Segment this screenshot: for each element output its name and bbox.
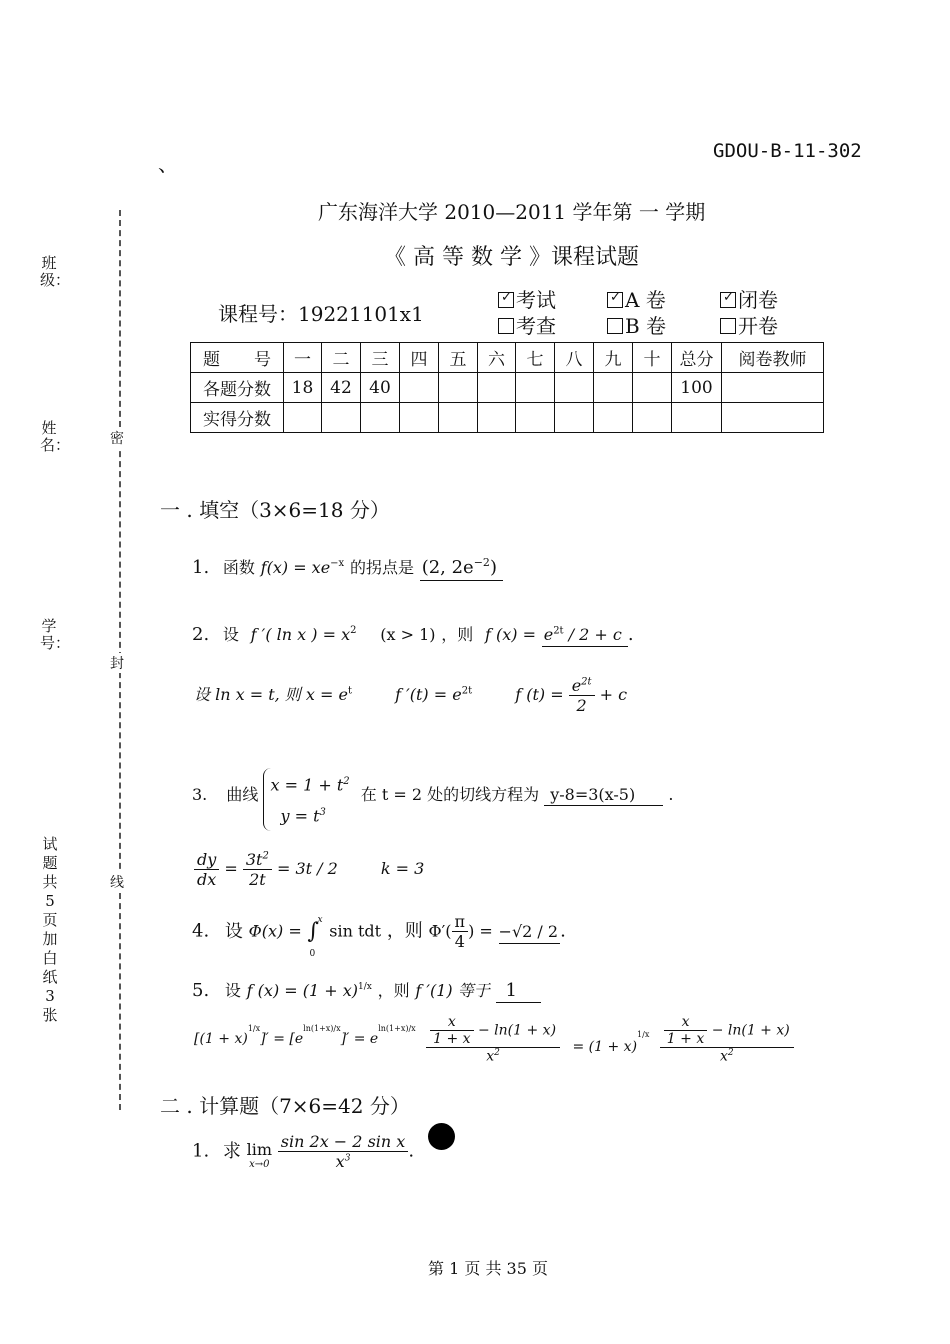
question-number: 3. [192,785,208,804]
math-expression: 设 ln x = t, 则 x = e [194,685,348,704]
math-expression: 4 [454,932,465,951]
table-cell[interactable] [516,403,555,433]
math-expression: 3t [245,850,263,869]
math-expression: + c [599,685,628,704]
integral-sign [307,915,324,959]
math-expression: x [664,1014,707,1031]
table-cell: 40 [361,373,400,403]
table-cell [516,373,555,403]
math-expression: y = t [280,806,320,826]
table-cell: 八 [555,343,594,373]
question-text: ，则 [377,981,410,1000]
option-closed-book[interactable]: ✓ 闭卷 [720,284,778,313]
limit-operator [247,1140,272,1170]
table-cell: 100 [672,373,722,403]
question-number: 5. [192,980,210,1001]
math-exponent: ln(1+x)/x [378,1024,416,1033]
math-exponent: 2 [343,776,350,787]
section-2-title: 二 . 计算题（7×6=42 分） [160,1094,410,1118]
option-paper-b[interactable]: B 卷 [607,310,666,339]
math-expression: ]′ = e [340,1030,379,1047]
math-expression: f(x) = xe [260,558,331,577]
math-expression: (x > 1) [380,625,436,644]
table-cell: 18 [284,373,322,403]
math-expression: − ln(1 + x) [478,1022,557,1039]
fraction [426,1014,560,1065]
course-number: 课程号：19221101x1 [218,302,424,326]
option-assessment[interactable]: 考查 [498,310,556,339]
question-text: ，则 [386,920,423,942]
math-exponent: 1/x [247,1024,261,1033]
table-cell: 各题分数 [191,373,284,403]
math-expression: = 3t / 2 [276,859,338,878]
math-expression: Φ(x) = [248,921,302,941]
table-cell: 四 [400,343,439,373]
table-cell: 42 [322,373,361,403]
seal-word: 线 [110,872,124,892]
math-expression: 1 + x [433,1031,471,1047]
fraction [243,850,272,889]
math-expression: f ′(t) = e [395,685,462,704]
score-table [190,342,824,433]
table-cell: 题 号 [191,343,284,373]
math-exponent: 2 [350,625,357,636]
question-2-1 [192,1132,414,1171]
question-5-work [194,1014,794,1065]
math-expression: x [486,1048,495,1065]
table-cell[interactable] [555,403,594,433]
question-number: 4. [192,920,210,942]
question-text: 设 [224,920,243,942]
table-cell[interactable] [478,403,516,433]
math-exponent: 2t [581,676,592,688]
checkbox-icon [720,318,736,334]
math-exponent: 1/x [358,982,372,992]
question-number: 1. [192,1140,210,1162]
ink-dot [428,1123,455,1150]
question-number: 1. [192,557,210,578]
equation-system [263,768,349,831]
question-text: 函数 [222,558,255,577]
fraction [278,1132,409,1171]
question-text: ，则 [441,625,474,644]
table-cell[interactable] [400,403,439,433]
question-text: 的拐点是 [349,558,414,577]
math-expression: e [571,676,582,695]
math-expression: ]′ = [e [260,1030,304,1047]
table-cell [594,373,633,403]
math-expression: f (t) = [515,685,564,704]
table-cell[interactable] [322,403,361,433]
math-expression: − ln(1 + x) [711,1022,790,1039]
math-exponent: 2t [553,625,564,637]
math-expression: sin 2x − 2 sin x [278,1132,409,1152]
math-expression: f ′(1) 等于 [415,981,490,1000]
answer-text: (2, 2e [421,557,474,578]
math-expression: x [719,1048,728,1065]
table-row [191,403,824,433]
checkbox-icon [720,292,736,308]
option-paper-a[interactable]: ✓ A 卷 [607,284,666,313]
answer-blank [420,552,503,581]
fraction [430,1014,473,1047]
math-expression: Φ′( [428,921,452,941]
question-text: 在 t = 2 处的切线方程为 [360,785,540,804]
punctuation: . [668,785,674,804]
question-3 [192,768,673,831]
math-expression: ) = [468,921,493,941]
answer-blank [542,625,628,647]
table-cell: 总分 [672,343,722,373]
fraction [194,850,219,889]
math-expression: dy [194,850,219,870]
fraction [452,912,469,951]
math-expression: k = 3 [380,859,425,878]
table-cell: 五 [439,343,478,373]
math-expression: 1 + x [666,1031,705,1047]
punctuation: . [627,624,634,645]
table-cell [633,373,672,403]
table-cell[interactable] [633,403,672,433]
checkbox-icon [498,292,514,308]
answer-text: e [543,625,554,644]
math-expression: π [452,912,469,932]
table-cell: 二 [322,343,361,373]
table-cell: 十 [633,343,672,373]
math-exponent: 1/x [637,1030,650,1039]
page-footer: 第 1 页 共 35 页 [428,1259,548,1278]
math-expression: x = 1 + t [270,775,344,795]
question-text: 设 [224,981,241,1000]
fraction [660,1014,794,1065]
table-cell[interactable] [594,403,633,433]
question-3-work: $\frac{dy}{dx}$ = $\frac{3t^2}{2t}$ = 3t / 2 k = 3 [194,850,424,889]
math-exponent: t [347,685,352,697]
table-cell[interactable] [672,403,722,433]
math-exponent: 3 [344,1153,351,1164]
answer-blank: y-8=3(x-5) [544,785,663,806]
math-subscript: x→0 [249,1159,270,1170]
answer-blank: 1 [496,980,541,1003]
math-exponent: −2 [473,556,490,569]
table-cell [478,373,516,403]
table-row [191,343,824,373]
answer-text: ) [489,557,497,578]
question-text: 求 [222,1140,241,1162]
university-line: 广东海洋大学 2010—2011 学年第 一 学期 [318,200,706,224]
math-expression: lim [246,1140,273,1159]
math-expression: 2 [576,696,587,715]
math-expression: f (x) = [484,625,536,644]
table-row [191,373,824,403]
side-label-class: 班级： [40,254,71,289]
option-open-book[interactable]: 开卷 [720,310,778,339]
question-2-work [194,676,627,715]
punctuation: . [560,920,566,942]
table-cell: 阅卷教师 [722,343,824,373]
seal-word: 封 [110,653,124,673]
math-subscript: 0 [309,949,316,959]
answer-text: / 2 + c [563,625,622,644]
section-1-title: 一 . 填空（3×6=18 分） [160,498,390,522]
fraction [569,676,595,715]
option-exam[interactable]: ✓考试 [498,284,556,313]
math-expression: x [430,1014,473,1031]
table-cell: 三 [361,343,400,373]
question-5 [192,978,541,1003]
side-label-name: 姓名： [40,419,71,454]
punctuation: . [408,1140,415,1162]
course-title: 《 高 等 数 学 》课程试题 [384,245,639,270]
math-expression: f (x) = (1 + x) [246,981,359,1000]
math-expression: = (1 + x) [572,1038,638,1055]
table-cell: 一 [284,343,322,373]
seal-word: 密 [110,428,124,448]
question-1 [192,552,503,581]
table-cell: 九 [594,343,633,373]
math-expression: x [335,1152,345,1171]
table-cell [400,373,439,403]
table-cell[interactable] [722,403,824,433]
math-expression: sin tdt [329,921,382,941]
table-cell[interactable] [361,403,400,433]
math-symbol: ∫ [307,919,319,944]
math-exponent: 3 [319,807,326,819]
table-cell [439,373,478,403]
math-expression: [(1 + x) [194,1030,248,1047]
question-text: 曲线 [226,785,259,804]
answer-blank: −√2 / 2 [499,922,561,944]
math-exponent: 2 [262,850,269,862]
question-2 [192,622,634,647]
math-expression: dx [197,870,217,889]
question-number: 2. [192,624,210,645]
math-exponent: 2t [461,685,473,697]
math-exponent: −x [330,558,345,569]
corner-mark: 、 [158,152,178,176]
table-cell: 实得分数 [191,403,284,433]
side-label-student-id: 学号： [40,617,71,652]
checkbox-icon [498,318,514,334]
math-exponent: 2 [727,1048,734,1058]
side-label-pages: 试题共 5 页 加白纸 3 张 [42,835,58,1024]
table-cell[interactable] [284,403,322,433]
table-cell[interactable] [439,403,478,433]
math-expression: 2t [249,870,266,889]
question-text: 设 [222,625,239,644]
table-cell [722,373,824,403]
table-cell [555,373,594,403]
checkbox-icon [607,318,623,334]
math-exponent: x [317,915,323,925]
math-exponent: 2 [494,1048,500,1058]
math-exponent: ln(1+x)/x [303,1024,341,1033]
fraction [664,1014,707,1047]
question-4 [192,912,566,959]
table-cell: 六 [478,343,516,373]
checkbox-icon [607,292,623,308]
math-expression: f ′( ln x ) = x [250,625,351,644]
table-cell: 七 [516,343,555,373]
document-code: GDOU-B-11-302 [713,140,862,162]
